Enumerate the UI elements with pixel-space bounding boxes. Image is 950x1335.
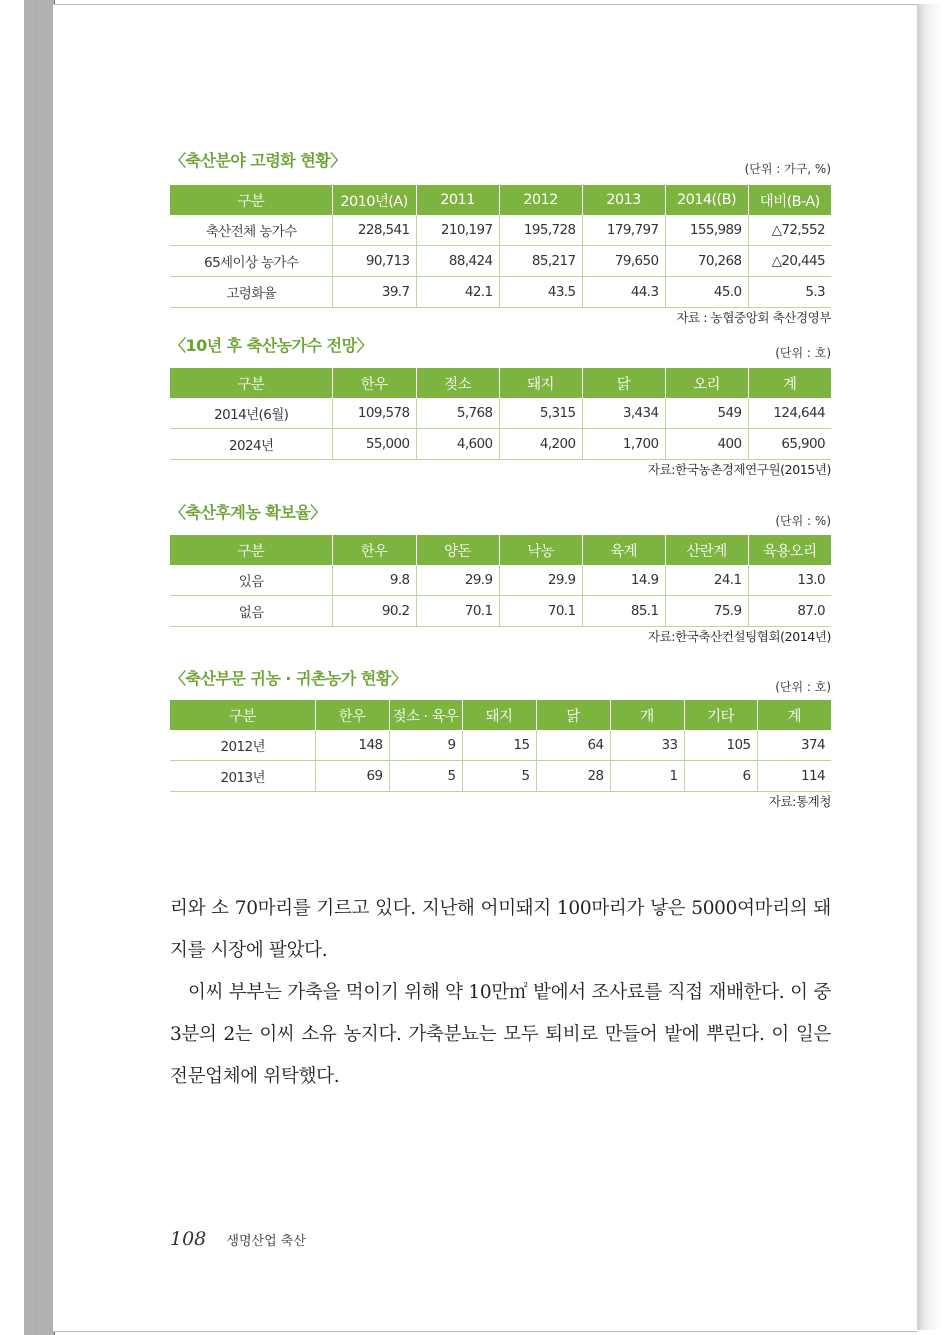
table-cell: 4,600	[416, 429, 499, 460]
column-header: 2010년(A)	[332, 185, 416, 215]
column-header: 2012	[499, 185, 582, 215]
unit-label: (단위 : 호)	[775, 346, 831, 360]
column-header: 한우	[315, 700, 389, 730]
table-header-row	[170, 368, 831, 398]
table-cell: 45.0	[665, 277, 748, 308]
table-cell: 90.2	[332, 596, 416, 627]
row-label: 축산전체 농가수	[170, 215, 332, 246]
column-header: 양돈	[416, 535, 499, 565]
column-header: 육계	[582, 535, 665, 565]
page-footer	[170, 1228, 306, 1250]
column-header: 구분	[170, 368, 332, 398]
unit-label: (단위 : 호)	[775, 680, 831, 694]
table-cell: 28	[536, 761, 610, 792]
table-cell: 400	[665, 429, 748, 460]
column-header: 2013	[582, 185, 665, 215]
row-label: 있음	[170, 565, 332, 596]
table-row	[170, 246, 831, 277]
table-cell: 9.8	[332, 565, 416, 596]
table-cell: △20,445	[748, 246, 831, 277]
column-header: 돼지	[499, 368, 582, 398]
column-header: 구분	[170, 535, 332, 565]
source-note: 자료:통계청	[768, 794, 831, 809]
column-header: 젖소	[416, 368, 499, 398]
column-header: 돼지	[462, 700, 536, 730]
table-cell: 65,900	[748, 429, 831, 460]
column-header: 닭	[582, 368, 665, 398]
table-row	[170, 215, 831, 246]
row-label: 없음	[170, 596, 332, 627]
table-cell: 79,650	[582, 246, 665, 277]
body-paragraph: 리와 소 70마리를 기르고 있다. 지난해 어미돼지 100마리가 낳은 5000여마리의 돼지를 시장에 팔았다.	[170, 898, 831, 961]
table-cell: 148	[315, 730, 389, 761]
table-cell: 4,200	[499, 429, 582, 460]
unit-label: (단위 : 가구, %)	[744, 162, 831, 176]
body-paragraph: 이씨 부부는 가축을 먹이기 위해 약 10만㎡ 밭에서 조사료를 직접 재배한다. 이 중 3분의 2는 이씨 소유 농지다. 가축분뇨는 모두 퇴비로 만들어 밭에 뿌린다. 이 일은 전문업체에 위탁했다.	[170, 982, 831, 1087]
column-header: 계	[757, 700, 831, 730]
table-cell: 109,578	[332, 398, 416, 429]
column-header: 젖소 · 육우	[389, 700, 462, 730]
table-cell: 210,197	[416, 215, 499, 246]
book-page-edges	[24, 0, 55, 1335]
table-cell: 13.0	[748, 565, 831, 596]
table-cell: △72,552	[748, 215, 831, 246]
column-header: 기타	[684, 700, 757, 730]
table-cell: 70.1	[499, 596, 582, 627]
table-cell: 9	[389, 730, 462, 761]
table-cell: 70.1	[416, 596, 499, 627]
table-cell: 3,434	[582, 398, 665, 429]
table-cell: 88,424	[416, 246, 499, 277]
table-cell: 87.0	[748, 596, 831, 627]
table-cell: 33	[610, 730, 684, 761]
row-label: 2012년	[170, 730, 315, 761]
row-label: 65세이상 농가수	[170, 246, 332, 277]
table-cell: 29.9	[499, 565, 582, 596]
unit-label: (단위 : %)	[775, 514, 831, 528]
table-cell: 124,644	[748, 398, 831, 429]
table-header-row	[170, 700, 831, 730]
page-number: 108	[170, 1228, 207, 1250]
running-title: 생명산업 축산	[226, 1234, 306, 1249]
data-table	[170, 368, 831, 460]
row-label: 2013년	[170, 761, 315, 792]
table-cell: 39.7	[332, 277, 416, 308]
table-cell: 24.1	[665, 565, 748, 596]
column-header: 오리	[665, 368, 748, 398]
table-cell: 75.9	[665, 596, 748, 627]
table-row	[170, 730, 831, 761]
column-header: 2014((B)	[665, 185, 748, 215]
page-shadow	[917, 4, 950, 1330]
table-cell: 64	[536, 730, 610, 761]
table-row	[170, 565, 831, 596]
table-cell: 85,217	[499, 246, 582, 277]
row-label: 고령화율	[170, 277, 332, 308]
table-cell: 29.9	[416, 565, 499, 596]
table-cell: 5,315	[499, 398, 582, 429]
row-label: 2024년	[170, 429, 332, 460]
table-header-row	[170, 185, 831, 215]
table-title: 〈축산후계농 확보율〉	[170, 503, 326, 522]
table-cell: 195,728	[499, 215, 582, 246]
table-cell: 1,700	[582, 429, 665, 460]
table-row	[170, 761, 831, 792]
table-cell: 5	[462, 761, 536, 792]
column-header: 개	[610, 700, 684, 730]
column-header: 육용오리	[748, 535, 831, 565]
table-cell: 69	[315, 761, 389, 792]
table-row	[170, 429, 831, 460]
table-cell: 55,000	[332, 429, 416, 460]
table-cell: 5.3	[748, 277, 831, 308]
body-text	[170, 888, 831, 1098]
row-label: 2014년(6월)	[170, 398, 332, 429]
table-header-row	[170, 535, 831, 565]
table-cell: 70,268	[665, 246, 748, 277]
table-cell: 179,797	[582, 215, 665, 246]
column-header: 구분	[170, 700, 315, 730]
table-title: 〈축산분야 고령화 현황〉	[170, 151, 346, 170]
data-table	[170, 185, 831, 308]
table-cell: 1	[610, 761, 684, 792]
column-header: 닭	[536, 700, 610, 730]
table-cell: 228,541	[332, 215, 416, 246]
table-cell: 42.1	[416, 277, 499, 308]
table-cell: 43.5	[499, 277, 582, 308]
source-note: 자료:한국축산컨설팅협회(2014년)	[647, 629, 831, 644]
table-cell: 155,989	[665, 215, 748, 246]
table-cell: 5,768	[416, 398, 499, 429]
table-cell: 6	[684, 761, 757, 792]
source-note: 자료:한국농촌경제연구원(2015년)	[647, 462, 831, 477]
table-cell: 5	[389, 761, 462, 792]
column-header: 구분	[170, 185, 332, 215]
table-row	[170, 398, 831, 429]
table-cell: 549	[665, 398, 748, 429]
table-cell: 15	[462, 730, 536, 761]
column-header: 대비(B-A)	[748, 185, 831, 215]
data-table	[170, 535, 831, 627]
column-header: 계	[748, 368, 831, 398]
table-cell: 14.9	[582, 565, 665, 596]
table-cell: 85.1	[582, 596, 665, 627]
column-header: 한우	[332, 535, 416, 565]
column-header: 한우	[332, 368, 416, 398]
table-title: 〈축산부문 귀농 · 귀촌농가 현황〉	[170, 669, 407, 688]
table-cell: 90,713	[332, 246, 416, 277]
source-note: 자료 : 농협중앙회 축산경영부	[676, 310, 831, 325]
table-row	[170, 277, 831, 308]
table-cell: 374	[757, 730, 831, 761]
column-header: 낙농	[499, 535, 582, 565]
table-title: 〈10년 후 축산농가수 전망〉	[170, 336, 373, 355]
table-row	[170, 596, 831, 627]
data-table	[170, 700, 831, 792]
table-cell: 105	[684, 730, 757, 761]
table-cell: 114	[757, 761, 831, 792]
column-header: 산란계	[665, 535, 748, 565]
table-cell: 44.3	[582, 277, 665, 308]
column-header: 2011	[416, 185, 499, 215]
